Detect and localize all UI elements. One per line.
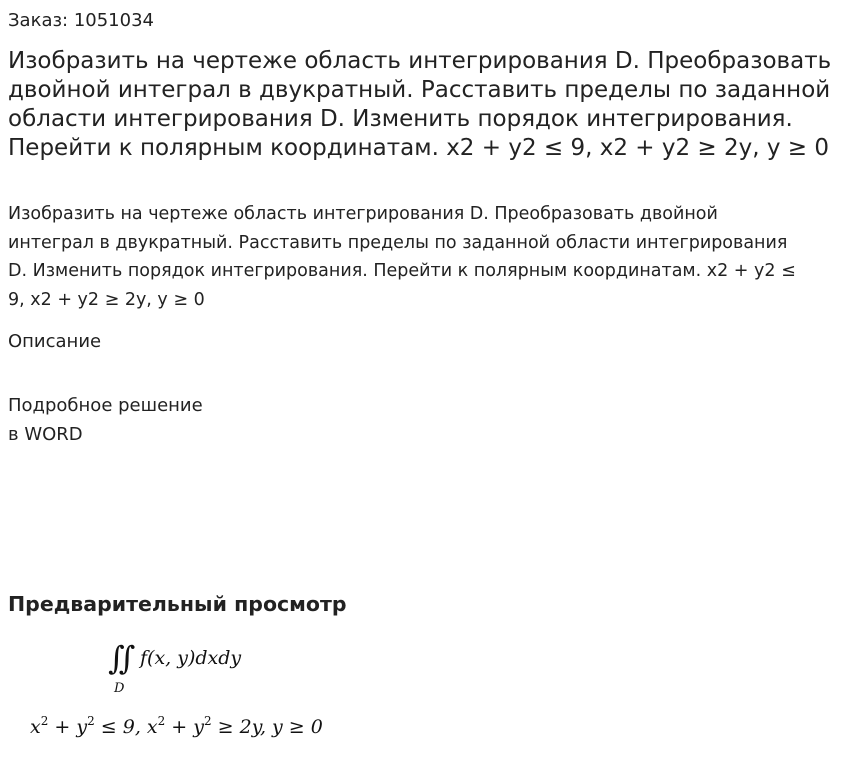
integrand: f(x, y)dxdy bbox=[140, 647, 242, 669]
order-number: Заказ: 1051034 bbox=[8, 10, 154, 31]
solution-line-1: Подробное решение bbox=[8, 395, 203, 416]
task-description: Изобразить на чертеже область интегрирования D. Преобразовать двойной интеграл в двукратный. Расставить пределы по заданной области интегрирования D. Изменить порядок интегрирования. Перейти к полярным координатам. x2 + y2 ≤ 9, x2 + y2 ≥ 2y, y ≥ 0 bbox=[8, 204, 796, 310]
var-x: x bbox=[146, 716, 158, 738]
var-x: x bbox=[30, 716, 41, 738]
page-title: Изобразить на чертеже область интегрирования D. Преобразовать двойной интеграл в двукратный. Расставить пределы по заданной области интегрирования D. Изменить порядок интегрирования. Перейти к полярным координатам. x2 + y2 ≤ 9, x2 + y2 ≥ 2y, y ≥ 0 bbox=[8, 48, 832, 161]
plus-sign: + bbox=[165, 716, 194, 738]
solution-info bbox=[8, 392, 203, 449]
exponent: 2 bbox=[40, 714, 49, 728]
exponent: 2 bbox=[157, 714, 166, 728]
double-integral-symbol: ∬ bbox=[108, 639, 123, 677]
preview-heading: Предварительный просмотр bbox=[8, 592, 347, 616]
region-condition-formula bbox=[30, 714, 323, 740]
description-heading: Описание bbox=[8, 331, 102, 352]
integral-subscript: D bbox=[114, 681, 125, 696]
inequality-le-9: ≤ 9, bbox=[94, 716, 147, 738]
var-y: y bbox=[76, 716, 88, 738]
double-integral-formula bbox=[108, 634, 308, 700]
exponent: 2 bbox=[87, 714, 95, 728]
var-y: y bbox=[272, 716, 283, 738]
plus-sign: + bbox=[48, 716, 77, 738]
exponent: 2 bbox=[204, 714, 212, 728]
inequality-ge-2y: ≥ 2y, bbox=[211, 716, 273, 738]
solution-line-2: в WORD bbox=[8, 423, 83, 445]
inequality-ge-0: ≥ 0 bbox=[282, 716, 323, 738]
var-y: y bbox=[193, 716, 204, 738]
